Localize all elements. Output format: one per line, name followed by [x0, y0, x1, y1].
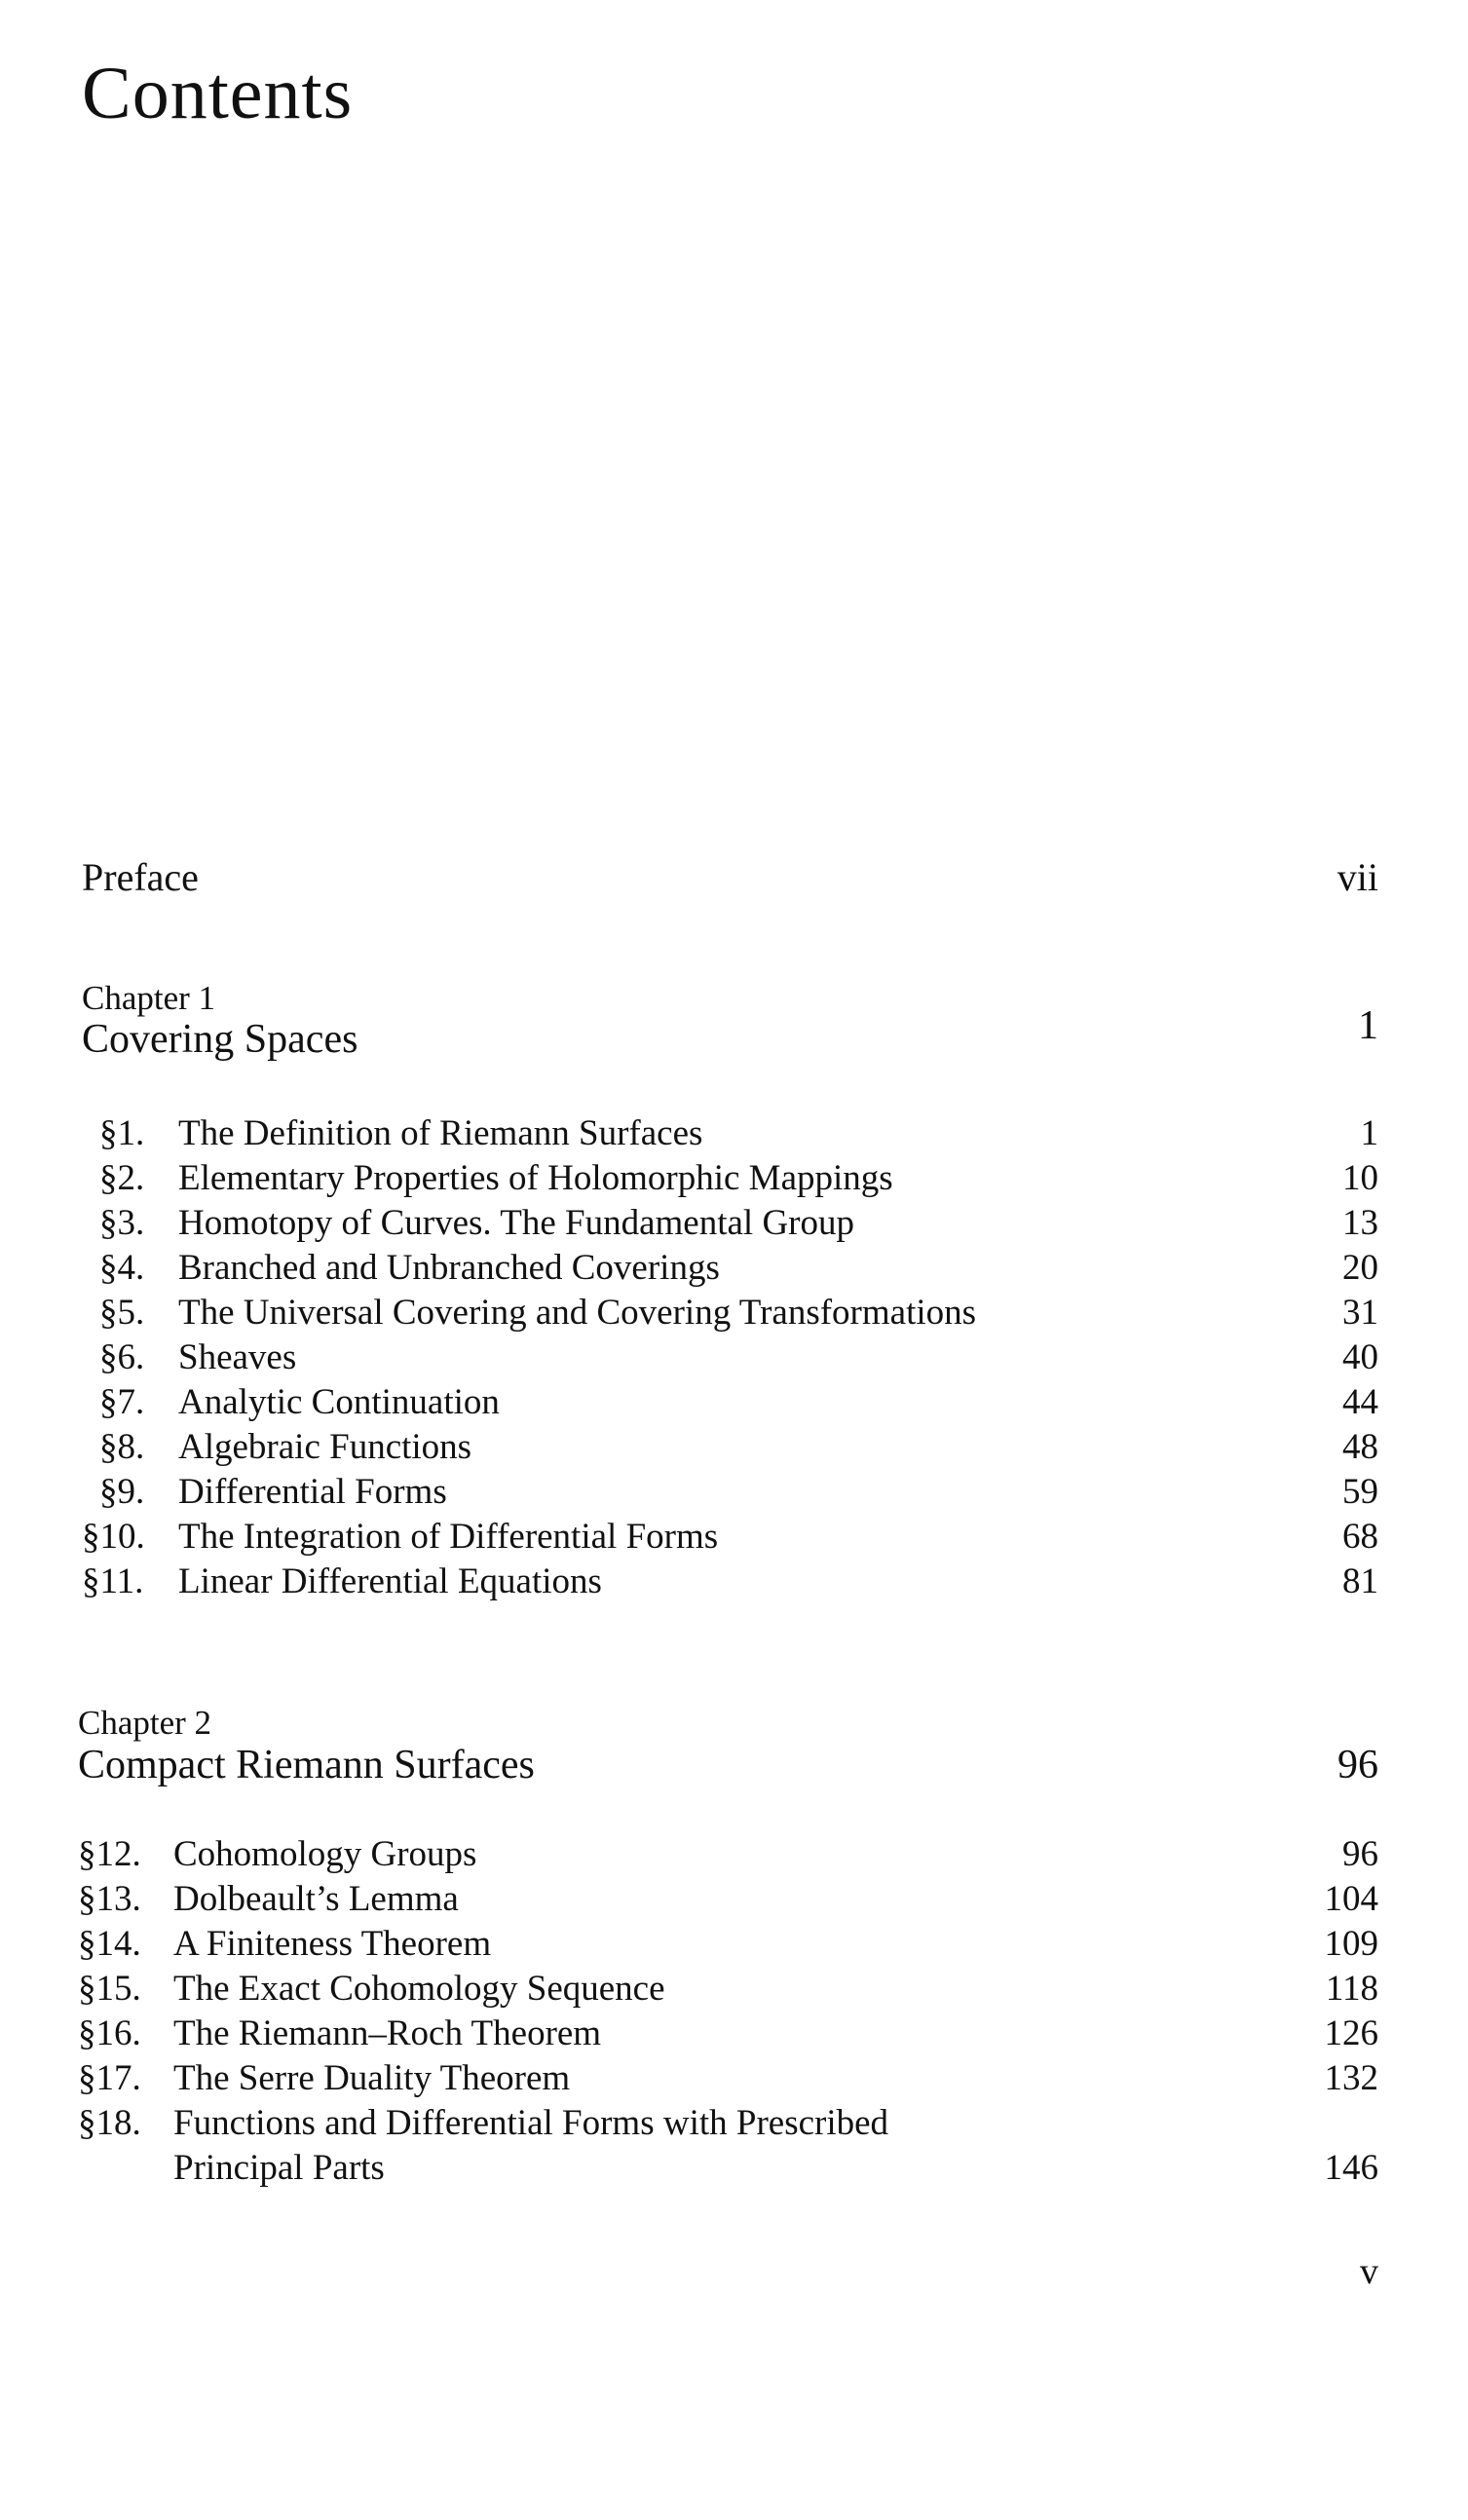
section-number: §13.	[78, 1879, 141, 1919]
page-folio: v	[1360, 2251, 1378, 2292]
toc-section[interactable]	[78, 1922, 1378, 1967]
section-number: §17.	[78, 2058, 141, 2098]
toc-section[interactable]	[82, 1156, 1378, 1201]
section-page: 132	[1324, 2058, 1378, 2098]
section-title: Branched and Unbranched Coverings	[178, 1248, 720, 1288]
toc-section[interactable]	[82, 1515, 1378, 1560]
toc-section[interactable]	[82, 1380, 1378, 1425]
section-number: §8.	[99, 1427, 145, 1467]
toc-section[interactable]	[82, 1425, 1378, 1470]
section-page: 109	[1324, 1924, 1378, 1964]
toc-section[interactable]	[78, 1877, 1378, 1922]
section-page: 48	[1342, 1427, 1378, 1467]
toc-chapter-2[interactable]	[78, 1743, 1378, 1787]
toc-section[interactable]	[78, 1967, 1378, 2012]
toc-section[interactable]	[78, 1832, 1378, 1877]
section-page: 126	[1324, 2013, 1378, 2053]
section-number: §10.	[82, 1517, 145, 1557]
toc-section[interactable]	[78, 2056, 1378, 2101]
section-page: 40	[1342, 1337, 1378, 1377]
preface-page: vii	[1336, 855, 1378, 899]
section-title: Linear Differential Equations	[178, 1561, 602, 1601]
section-number: §12.	[78, 1834, 141, 1874]
chapter-1-title: Covering Spaces	[82, 1017, 358, 1062]
section-page: 68	[1342, 1517, 1378, 1557]
section-number: §4.	[99, 1248, 145, 1288]
section-number: §9.	[99, 1472, 145, 1512]
section-number: §15.	[78, 1969, 141, 2009]
toc-section[interactable]	[78, 2012, 1378, 2056]
page-title: Contents	[82, 53, 354, 134]
section-title: The Exact Cohomology Sequence	[173, 1969, 665, 2009]
toc-section[interactable]	[82, 1470, 1378, 1515]
section-page: 10	[1342, 1158, 1378, 1198]
section-title: The Definition of Riemann Surfaces	[178, 1113, 703, 1153]
toc-section[interactable]	[82, 1201, 1378, 1246]
section-title: Dolbeault’s Lemma	[173, 1879, 459, 1919]
chapter-2-label: Chapter 2	[78, 1704, 212, 1742]
section-page: 13	[1342, 1203, 1378, 1243]
section-title: Cohomology Groups	[173, 1834, 477, 1874]
section-title: Analytic Continuation	[178, 1382, 500, 1422]
section-title: Algebraic Functions	[178, 1427, 472, 1467]
chapter-1-page: 1	[1358, 1003, 1378, 1048]
toc-preface[interactable]	[82, 855, 1378, 900]
section-title: Homotopy of Curves. The Fundamental Group	[178, 1203, 855, 1243]
section-number: §1.	[99, 1113, 145, 1153]
toc-section[interactable]	[78, 2101, 1378, 2191]
preface-title: Preface	[82, 855, 199, 899]
section-page: 118	[1325, 1969, 1378, 2009]
chapter-2-page: 96	[1337, 1743, 1378, 1787]
section-page: 1	[1360, 1113, 1378, 1153]
section-title: Functions and Differential Forms with Prescribed	[173, 2103, 889, 2143]
toc-section[interactable]	[82, 1246, 1378, 1291]
section-number: §16.	[78, 2013, 141, 2053]
section-page: 104	[1324, 1879, 1378, 1919]
section-number: §7.	[99, 1382, 145, 1422]
section-page: 31	[1342, 1293, 1378, 1333]
toc-section[interactable]	[82, 1111, 1378, 1156]
section-title: Differential Forms	[178, 1472, 447, 1512]
section-page: 59	[1342, 1472, 1378, 1512]
section-title: Sheaves	[178, 1337, 297, 1377]
section-title: Elementary Properties of Holomorphic Mappings	[178, 1158, 893, 1198]
section-page: 20	[1342, 1248, 1378, 1288]
section-number: §3.	[99, 1203, 145, 1243]
section-number: §14.	[78, 1924, 141, 1964]
section-title-continued: Principal Parts	[173, 2148, 385, 2188]
chapter-2-title: Compact Riemann Surfaces	[78, 1743, 535, 1787]
section-number: §18.	[78, 2103, 141, 2143]
section-page: 96	[1342, 1834, 1378, 1874]
toc-section[interactable]	[82, 1291, 1378, 1335]
section-title: The Serre Duality Theorem	[173, 2058, 571, 2098]
chapter-1-label: Chapter 1	[82, 979, 216, 1017]
section-number: §5.	[99, 1293, 145, 1333]
section-number: §11.	[82, 1561, 144, 1601]
toc-section[interactable]	[82, 1560, 1378, 1604]
section-title: The Riemann–Roch Theorem	[173, 2013, 602, 2053]
section-title: The Integration of Differential Forms	[178, 1517, 719, 1557]
toc-chapter-1[interactable]	[82, 1003, 1378, 1062]
toc-section[interactable]	[82, 1335, 1378, 1380]
section-page: 81	[1342, 1561, 1378, 1601]
section-title: A Finiteness Theorem	[173, 1924, 492, 1964]
section-number: §6.	[99, 1337, 145, 1377]
section-number: §2.	[99, 1158, 145, 1198]
section-page: 44	[1342, 1382, 1378, 1422]
section-title: The Universal Covering and Covering Transformations	[178, 1293, 977, 1333]
section-page: 146	[1324, 2148, 1378, 2188]
